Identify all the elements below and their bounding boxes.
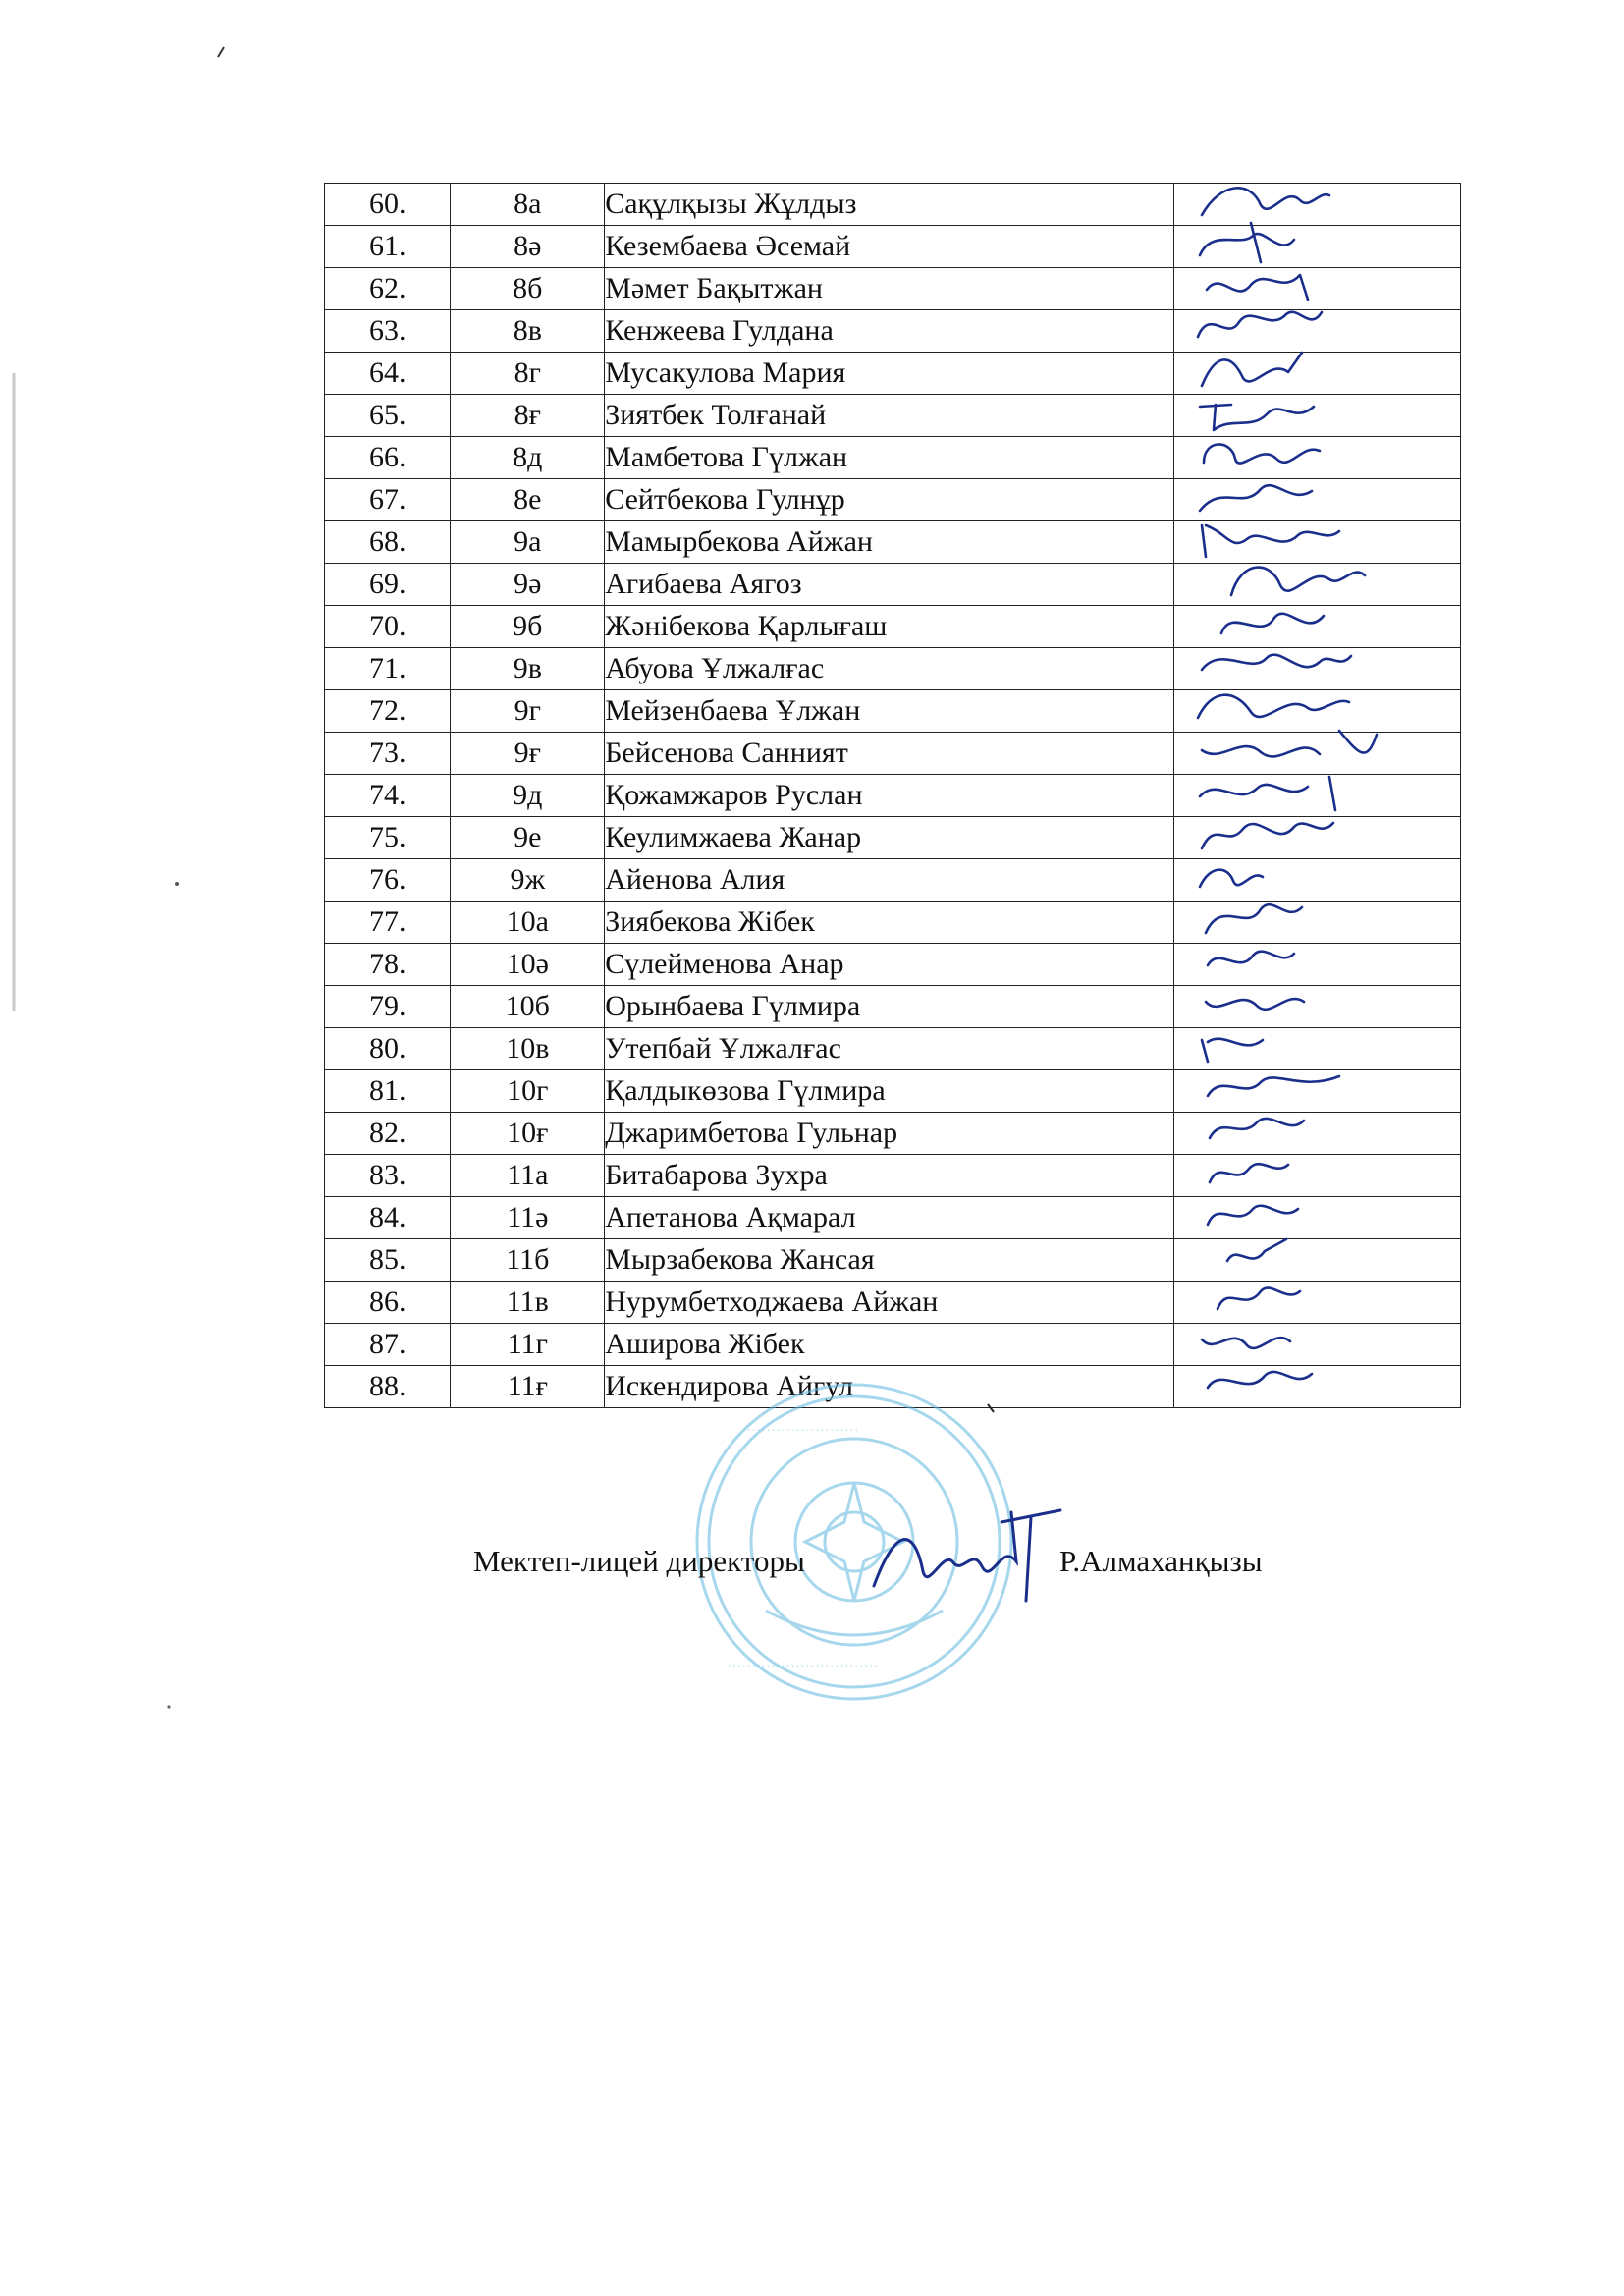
teacher-name: Зиятбек Толғанай [605,395,1174,437]
class-label: 9ә [451,564,605,606]
row-number: 73. [325,733,451,775]
class-label: 8е [451,479,605,521]
class-label: 11г [451,1324,605,1366]
teacher-name: Айенова Алия [605,859,1174,902]
handwritten-signature [1192,1358,1388,1415]
row-number: 87. [325,1324,451,1366]
teacher-name: Бейсенова Санният [605,733,1174,775]
svg-text:·······················: ······················· [746,1421,859,1438]
class-label: 9в [451,648,605,690]
row-number: 86. [325,1282,451,1324]
row-number: 85. [325,1239,451,1282]
class-label: 8в [451,310,605,353]
teacher-name: Сақұлқызы Жұлдыз [605,184,1174,226]
teacher-name: Кезембаева Әсемай [605,226,1174,268]
teacher-name: Жәнібекова Қарлығаш [605,606,1174,648]
director-signature [854,1493,1080,1640]
row-number: 78. [325,944,451,986]
class-label: 8ә [451,226,605,268]
teacher-name: Сейтбекова Гулнұр [605,479,1174,521]
row-number: 65. [325,395,451,437]
class-label: 9ж [451,859,605,902]
class-label: 11в [451,1282,605,1324]
class-label: 9б [451,606,605,648]
teacher-name: Мәмет Бақытжан [605,268,1174,310]
class-label: 11ә [451,1197,605,1239]
class-label: 9д [451,775,605,817]
class-label: 10в [451,1028,605,1070]
teacher-name: Мырзабекова Жансая [605,1239,1174,1282]
row-number: 70. [325,606,451,648]
svg-text:······························: ······························· [727,1657,879,1673]
row-number: 62. [325,268,451,310]
teacher-name: Мамбетова Гүлжан [605,437,1174,479]
teacher-name: Сүлейменова Анар [605,944,1174,986]
row-number: 84. [325,1197,451,1239]
teacher-name: Искендирова Айгул [605,1366,1174,1408]
row-number: 79. [325,986,451,1028]
class-label: 8ғ [451,395,605,437]
class-label: 10г [451,1070,605,1113]
row-number: 80. [325,1028,451,1070]
row-number: 61. [325,226,451,268]
row-number: 81. [325,1070,451,1113]
row-number: 83. [325,1155,451,1197]
class-label: 8д [451,437,605,479]
director-name: Р.Алмаханқызы [1059,1544,1263,1578]
staff-signature-table [324,183,1461,1408]
row-number: 74. [325,775,451,817]
class-label: 9е [451,817,605,859]
row-number: 64. [325,353,451,395]
class-label: 9ғ [451,733,605,775]
teacher-name: Мейзенбаева Ұлжан [605,690,1174,733]
class-label: 10б [451,986,605,1028]
class-label: 9а [451,521,605,564]
teacher-name: Орынбаева Гүлмира [605,986,1174,1028]
teacher-name: Битабарова Зухра [605,1155,1174,1197]
teacher-name: Нурумбетходжаева Айжан [605,1282,1174,1324]
signature-cell [1173,1366,1460,1408]
row-number: 76. [325,859,451,902]
teacher-name: Кенжеева Гулдана [605,310,1174,353]
teacher-name: Мамырбекова Айжан [605,521,1174,564]
row-number: 60. [325,184,451,226]
class-label: 8г [451,353,605,395]
row-number: 63. [325,310,451,353]
teacher-name: Агибаева Аягоз [605,564,1174,606]
teacher-name: Аширова Жібек [605,1324,1174,1366]
row-number: 71. [325,648,451,690]
teacher-name: Абуова Ұлжалғас [605,648,1174,690]
teacher-name: Кеулимжаева Жанар [605,817,1174,859]
row-number: 66. [325,437,451,479]
class-label: 10ә [451,944,605,986]
class-label: 9г [451,690,605,733]
class-label: 10а [451,902,605,944]
teacher-name: Утепбай Ұлжалғас [605,1028,1174,1070]
teacher-name: Қожамжаров Руслан [605,775,1174,817]
row-number: 67. [325,479,451,521]
class-label: 8а [451,184,605,226]
row-number: 88. [325,1366,451,1408]
row-number: 77. [325,902,451,944]
row-number: 75. [325,817,451,859]
row-number: 68. [325,521,451,564]
class-label: 11б [451,1239,605,1282]
row-number: 69. [325,564,451,606]
director-title: Мектеп-лицей директоры [473,1544,805,1578]
class-label: 10ғ [451,1113,605,1155]
row-number: 72. [325,690,451,733]
class-label: 8б [451,268,605,310]
teacher-name: Қалдыкөзова Гүлмира [605,1070,1174,1113]
class-label: 11а [451,1155,605,1197]
teacher-name: Зиябекова Жібек [605,902,1174,944]
teacher-name: Мусакулова Мария [605,353,1174,395]
teacher-name: Джаримбетова Гульнар [605,1113,1174,1155]
class-label: 11ғ [451,1366,605,1408]
teacher-name: Апетанова Ақмарал [605,1197,1174,1239]
row-number: 82. [325,1113,451,1155]
